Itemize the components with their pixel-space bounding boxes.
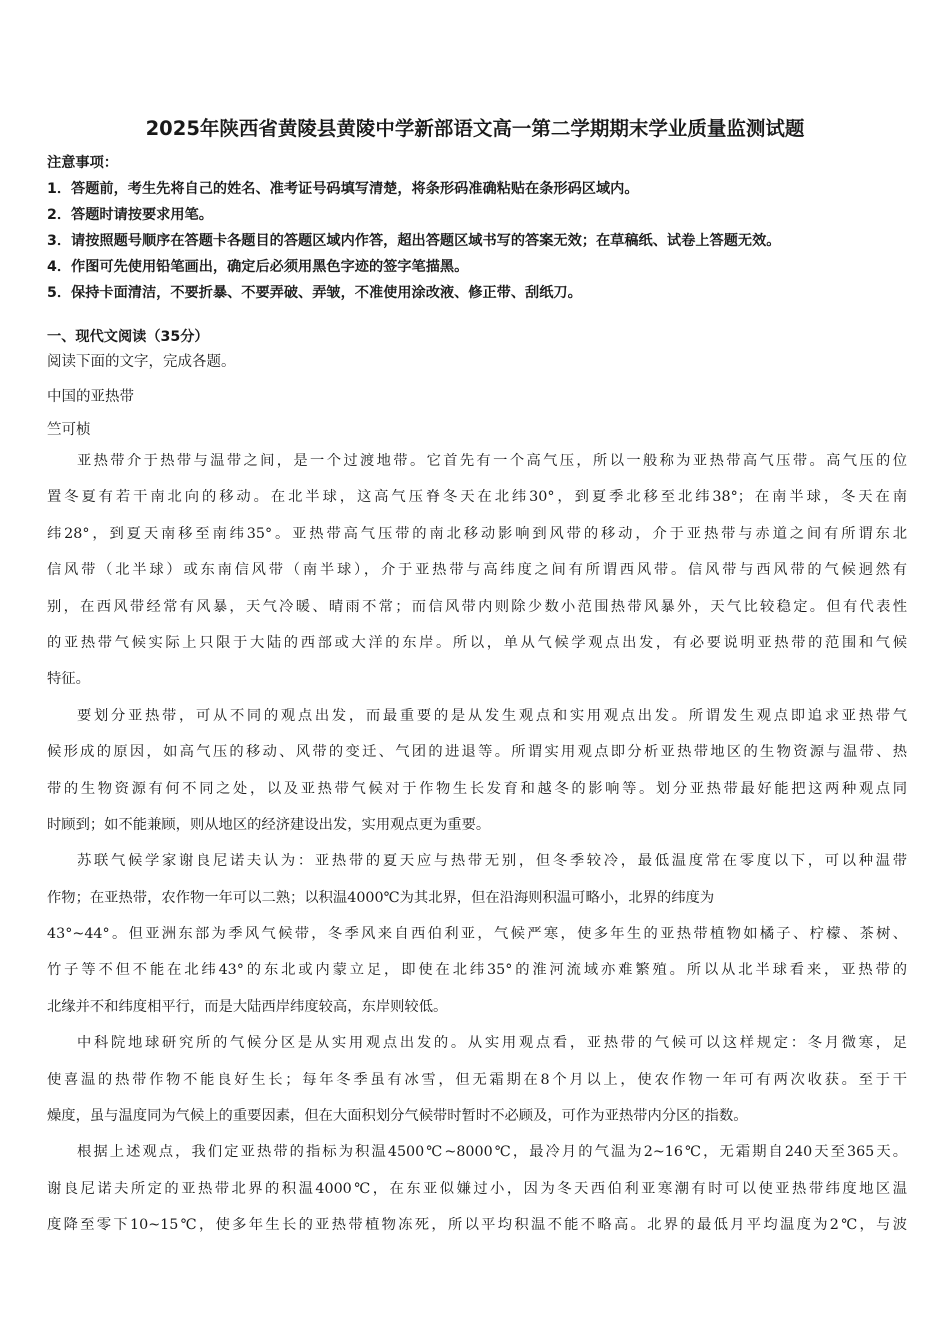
text-line: 带的生物资源有何不同之处，以及亚热带气候对于作物生长发育和越冬的影响等。划分亚热带最好能把这两种观点同	[47, 780, 907, 797]
text-line: 燥度，虽与温度同为气候上的重要因素，但在大面积划分气候带时暂时不必顾及，可作为亚热带内分区的指数。	[47, 1108, 748, 1125]
text-line: 候形成的原因，如高气压的移动、风带的变迁、气团的进退等。所谓实用观点即分析亚热带地区的生物资源与温带、热	[47, 744, 907, 761]
notice-item: 2．答题时请按要求用笔。	[47, 207, 213, 223]
text-line: 谢良尼诺夫所定的亚热带北界的积温4000℃，在东亚似嫌过小，因为冬天西伯利亚寒潮有时可以使亚热带纬度地区温	[47, 1180, 907, 1197]
reading-instruction: 阅读下面的文字，完成各题。	[47, 354, 236, 370]
text-line: 中科院地球研究所的气候分区是从实用观点出发的。从实用观点看，亚热带的气候可以这样规定：冬月微寒，足	[77, 1035, 907, 1052]
text-line: 使喜温的热带作物不能良好生长；每年冬季虽有冰雪，但无霜期在8个月以上，使农作物一年可有两次收获。至于干	[47, 1071, 907, 1088]
notice-item: 3．请按照题号顺序在答题卡各题目的答题区域内作答，超出答题区域书写的答案无效；在草稿纸、试卷上答题无效。	[47, 233, 781, 249]
text-line: 别，在西风带经常有风暴，天气冷暖、晴雨不常；而信风带内则除少数小范围热带风暴外，天气比较稳定。但有代表性	[47, 598, 907, 615]
text-line: 时顾到；如不能兼顾，则从地区的经济建设出发，实用观点更为重要。	[47, 816, 491, 833]
text-line: 信风带（北半球）或东南信风带（南半球），介于亚热带与高纬度之间有所谓西风带。信风带与西风带的气候迥然有	[47, 562, 907, 579]
text-line: 竹子等不但不能在北纬43°的东北或内蒙立足，即使在北纬35°的淮河流域亦难繁殖。所以从北半球看来，亚热带的	[47, 962, 907, 979]
text-line: 苏联气候学家谢良尼诺夫认为：亚热带的夏天应与热带无别，但冬季较冷，最低温度常在零度以下，可以种温带	[77, 853, 907, 870]
notice-item: 4．作图可先使用铅笔画出，确定后必须用黑色字迹的签字笔描黑。	[47, 259, 469, 275]
section-heading: 一、现代文阅读（35分）	[47, 329, 209, 345]
paragraph	[47, 701, 907, 847]
text-line: 作物；在亚热带，农作物一年可以二熟；以积温4000℃为其北界，但在沿海则积温可略小，北界的纬度为	[47, 889, 715, 906]
article-body	[47, 446, 907, 1247]
text-line: 特征。	[47, 671, 90, 688]
paragraph	[47, 846, 907, 1028]
text-line: 要划分亚热带，可从不同的观点出发，而最重要的是从发生观点和实用观点出发。所谓发生观点即追求亚热带气	[77, 707, 907, 724]
text-line: 度降至零下10~15℃，使多年生长的亚热带植物冻死，所以平均积温不能不略高。北界的最低月平均温度为2℃，与波	[47, 1217, 907, 1234]
article-title: 中国的亚热带	[47, 389, 134, 405]
paragraph	[47, 446, 907, 701]
text-line: 亚热带介于热带与温带之间，是一个过渡地带。它首先有一个高气压，所以一般称为亚热带高气压带。高气压的位	[77, 453, 907, 469]
text-line: 北缘并不和纬度相平行，而是大陆西岸纬度较高，东岸则较低。	[47, 998, 448, 1015]
text-line: 的亚热带气候实际上只限于大陆的西部或大洋的东岸。所以，单从气候学观点出发，有必要说明亚热带的范围和气候	[47, 634, 907, 651]
notice-item: 5．保持卡面清洁，不要折暴、不要弄破、弄皱，不准使用涂改液、修正带、刮纸刀。	[47, 285, 582, 301]
paragraph	[47, 1137, 907, 1246]
text-line: 43°~44°。但亚洲东部为季风气候带，冬季风来自西伯利亚，气候严寒，使多年生的亚热带植物如橘子、柠檬、茶树、	[47, 926, 907, 943]
notice-item: 1．答题前，考生先将自己的姓名、准考证号码填写清楚，将条形码准确粘贴在条形码区域内。	[47, 181, 639, 197]
notice-block	[47, 150, 917, 306]
text-line: 置冬夏有若干南北向的移动。在北半球，这高气压脊冬天在北纬30°，到夏季北移至北纬38°；在南半球，冬天在南	[47, 489, 907, 506]
exam-title: 2025年陕西省黄陵县黄陵中学新部语文高一第二学期期末学业质量监测试题	[145, 117, 805, 140]
article-author: 竺可桢	[47, 422, 91, 438]
notice-heading: 注意事项：	[47, 155, 118, 171]
text-line: 根据上述观点，我们定亚热带的指标为积温4500℃~8000℃，最冷月的气温为2~16℃，无霜期自240天至365天。	[77, 1144, 907, 1161]
text-line: 纬28°，到夏天南移至南纬35°。亚热带高气压带的南北移动影响到风带的移动，介于亚热带与赤道之间有所谓东北	[47, 525, 907, 542]
paragraph	[47, 1028, 907, 1137]
